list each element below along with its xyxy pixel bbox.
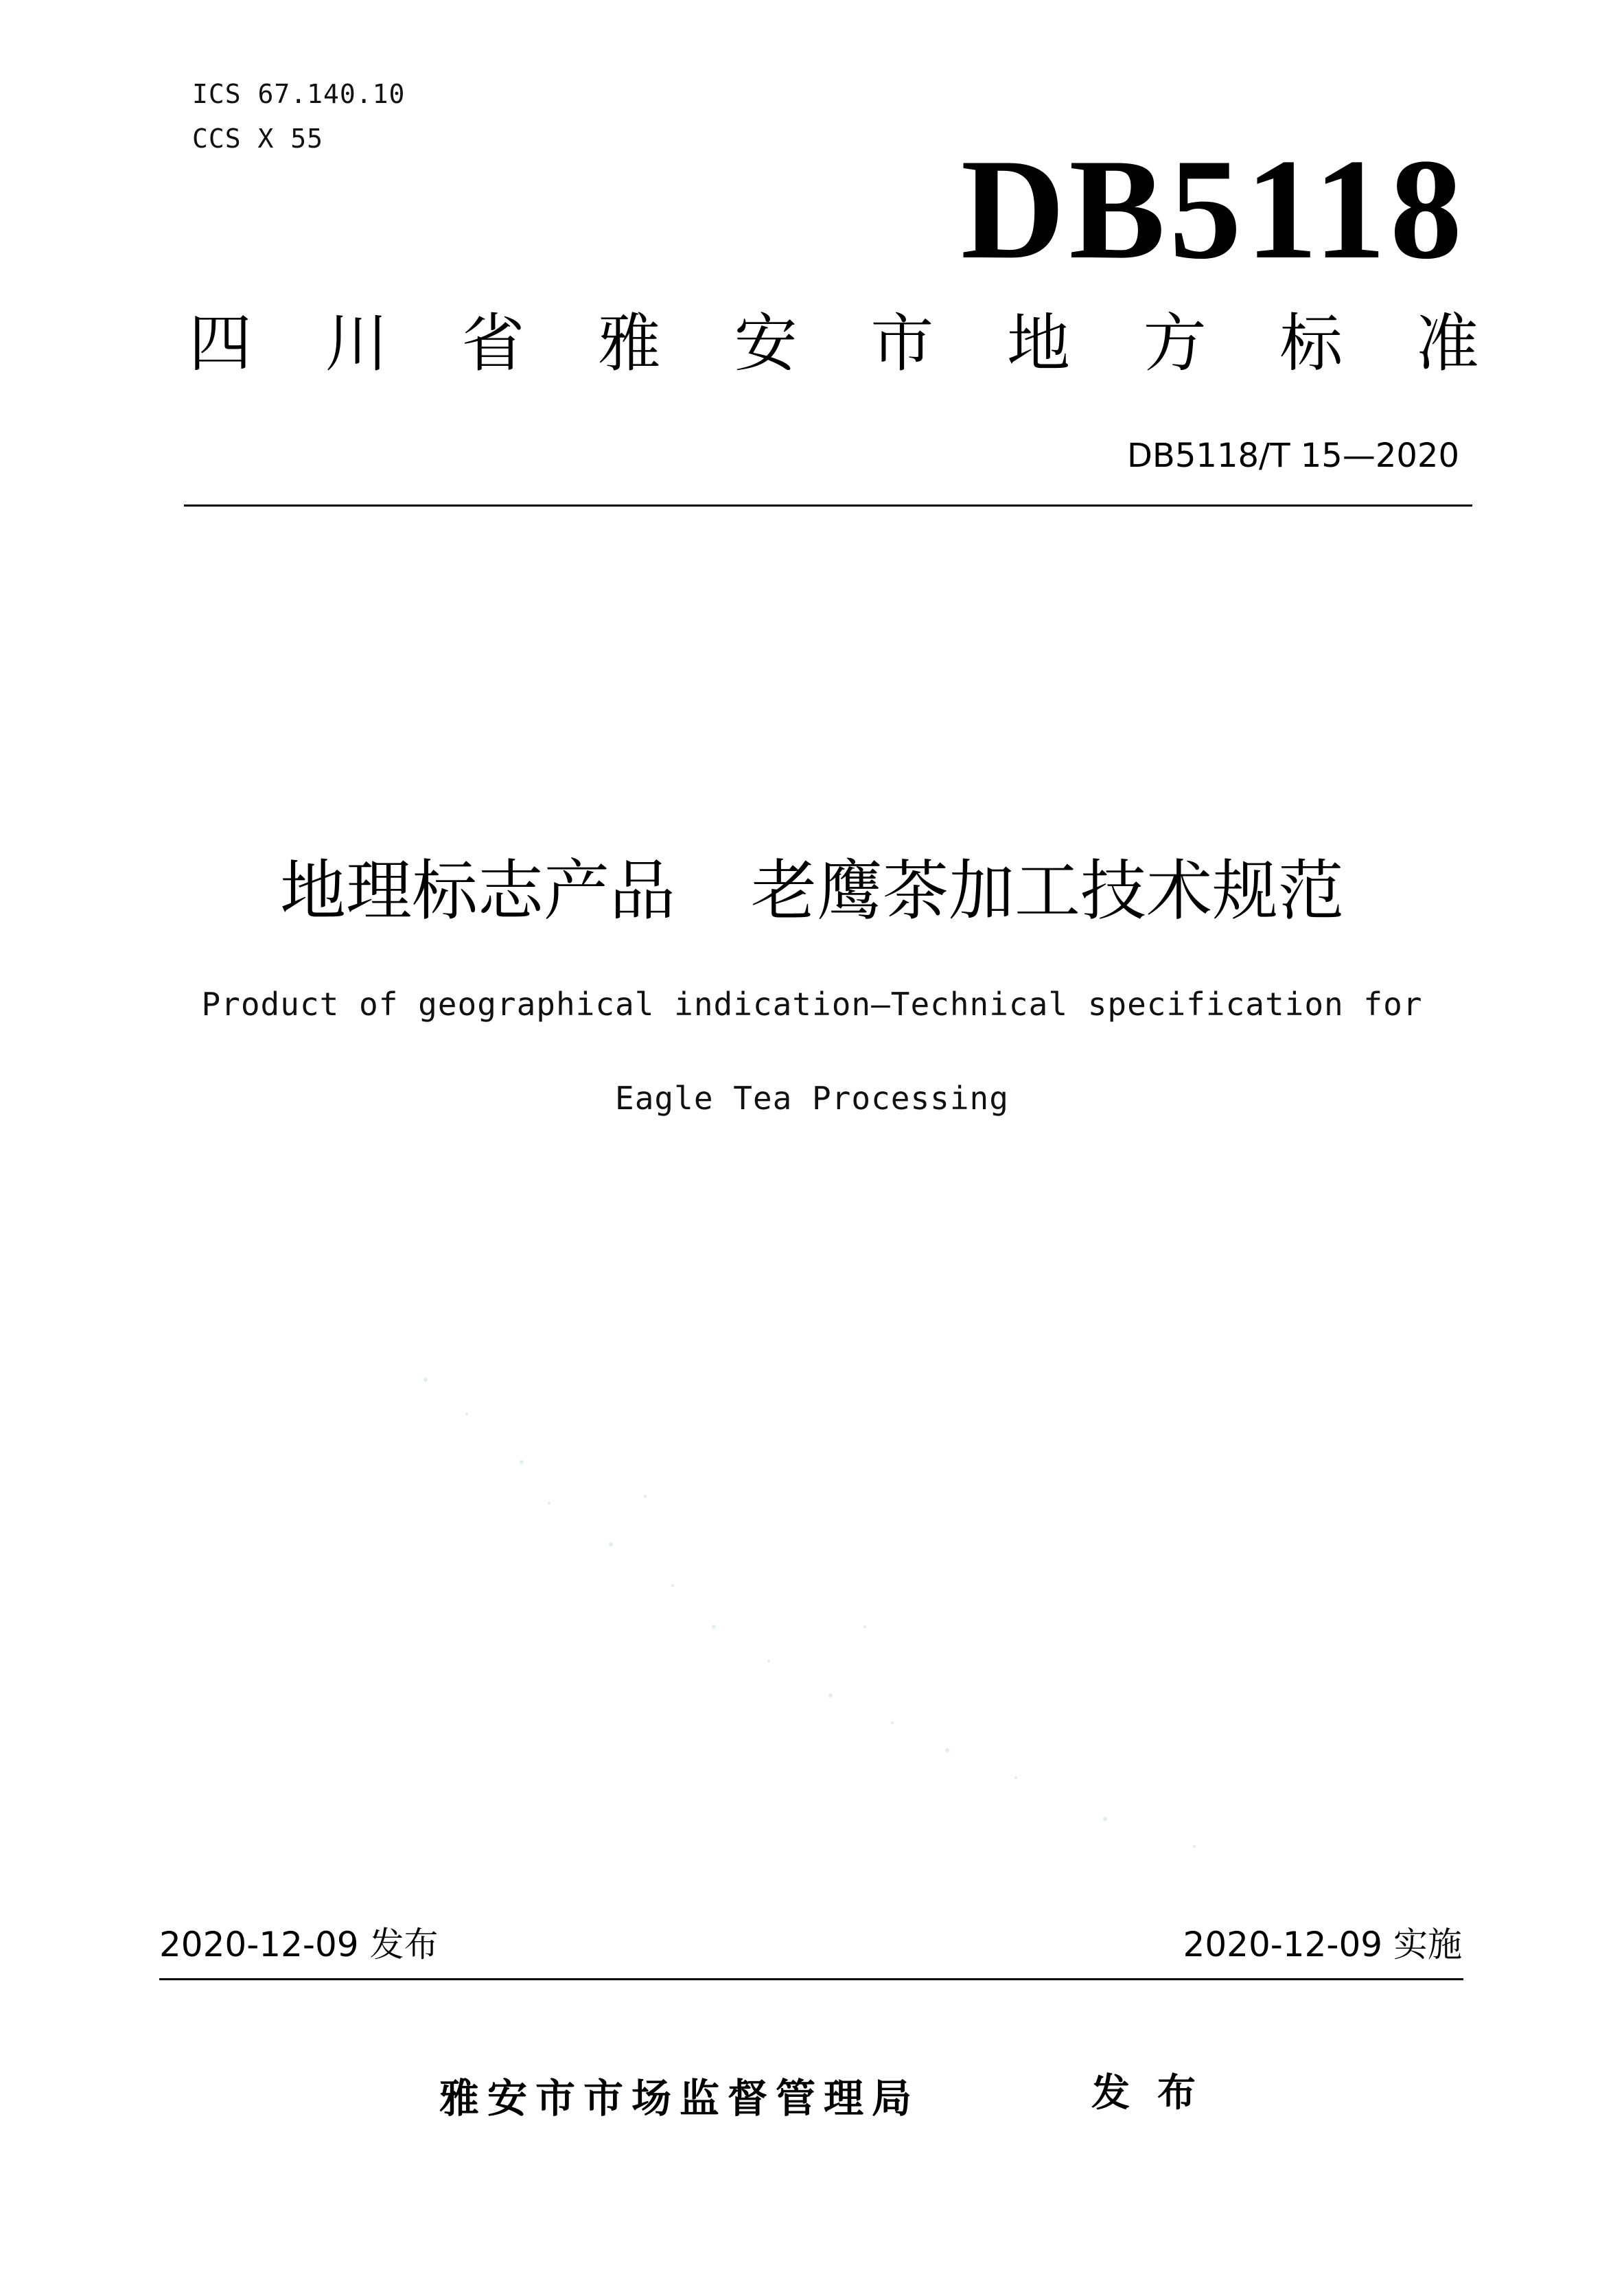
category-char: 市	[870, 307, 934, 380]
category-char: 省	[461, 307, 525, 380]
ics-code: ICS 67.140.10	[192, 79, 406, 109]
document-title-zh	[0, 853, 1624, 929]
standard-mark: DB5118	[960, 130, 1466, 289]
document-title-en-line2: Eagle Tea Processing	[615, 1080, 1009, 1117]
header-divider	[184, 505, 1472, 507]
document-title-en-line1: Product of geographical indication—Technical specification for	[201, 986, 1423, 1023]
implement-date: 2020-12-09 实施	[1183, 1925, 1462, 1964]
publish-date: 2020-12-09 发布	[159, 1925, 439, 1964]
ccs-code: CCS X 55	[192, 124, 324, 154]
category-char: 地	[1006, 307, 1070, 380]
category-char: 准	[1415, 307, 1479, 380]
issuing-authority: 雅安市市场监督管理局	[439, 2075, 920, 2122]
category-char: 川	[325, 307, 388, 380]
category-char: 安	[734, 307, 798, 380]
standard-category-title	[189, 307, 1479, 380]
category-char: 方	[1143, 307, 1207, 380]
scan-speckle-watermark	[384, 1338, 1277, 1888]
category-char: 雅	[597, 307, 661, 380]
footer-divider	[159, 1978, 1463, 1980]
standard-number: DB5118/T 15—2020	[1126, 437, 1459, 475]
issue-label: 发布	[1091, 2071, 1223, 2115]
title-zh-part1: 地理标志产品	[280, 853, 675, 929]
title-zh-part2: 老鹰茶加工技术规范	[751, 853, 1344, 929]
category-char: 标	[1279, 307, 1343, 380]
category-char: 四	[189, 307, 253, 380]
